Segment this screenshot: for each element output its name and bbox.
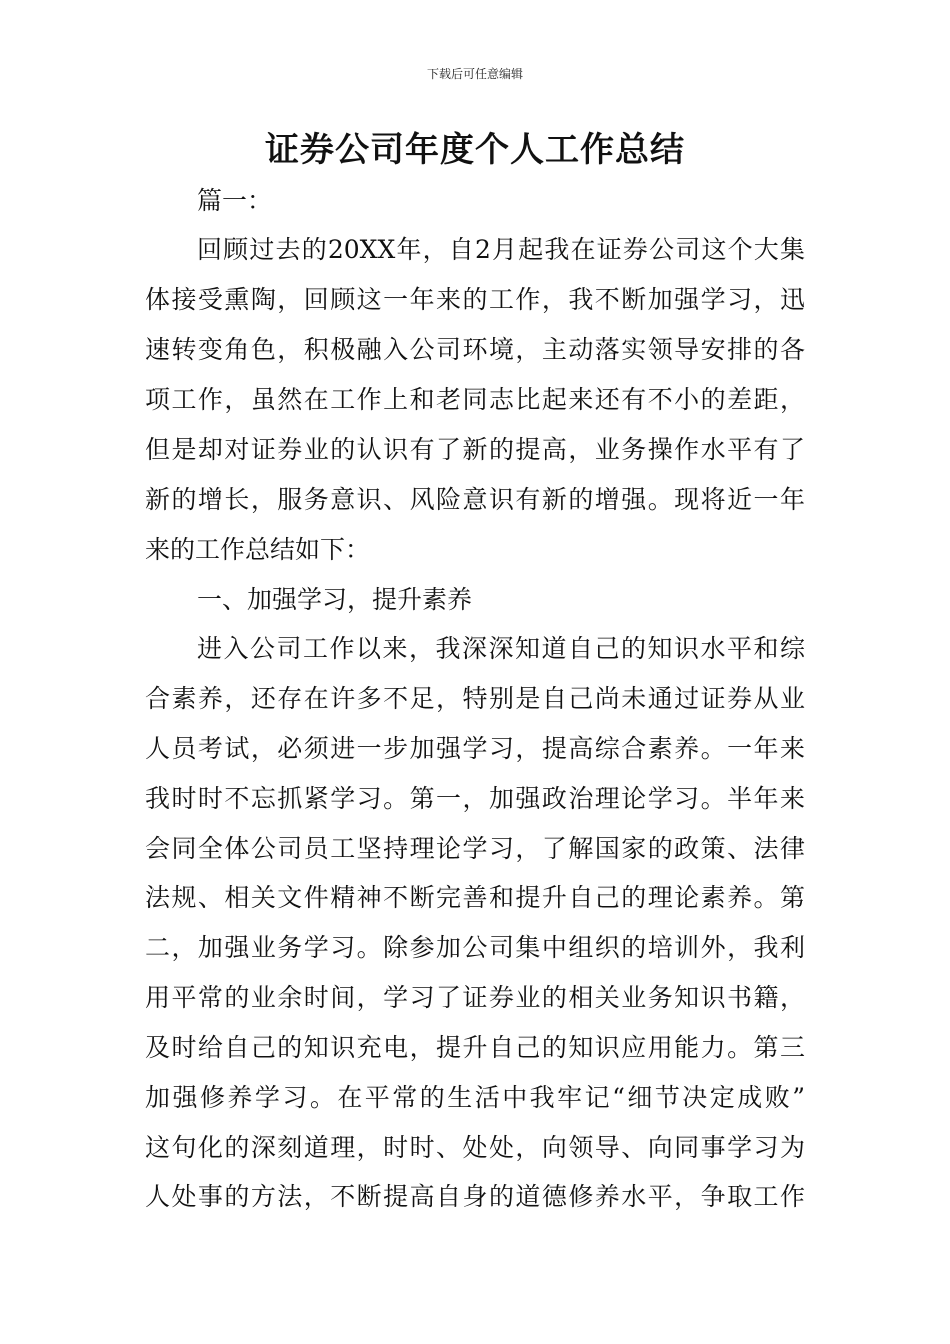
paragraph-line: 会同全体公司员工坚持理论学习，了解国家的政策、法律 [145,834,805,863]
paragraph-line: 合素养，还存在许多不足，特别是自己尚未通过证券从业 [145,684,805,713]
paragraph-line: 这句化的深刻道理，时时、处处，向领导、向同事学习为 [145,1133,805,1162]
paragraph-line: 来的工作总结如下： [145,535,371,564]
paragraph-line: 人员考试，必须进一步加强学习，提高综合素养。一年来 [145,734,805,763]
paragraph-line: 新的增长，服务意识、风险意识有新的增强。现将近一年 [145,485,805,514]
paragraph-line: 回顾过去的20XX年，自2月起我在证券公司这个大集 [197,235,805,264]
paragraph-line: 加强修养学习。在平常的生活中我牢记“细节决定成败” [145,1083,805,1112]
paragraph-line: 项工作，虽然在工作上和老同志比起来还有不小的差距， [145,385,805,414]
paragraph-line: 及时给自己的知识充电，提升自己的知识应用能力。第三 [145,1033,805,1062]
document-title: 证券公司年度个人工作总结 [265,130,685,170]
paragraph-line: 人处事的方法，不断提高自身的道德修养水平，争取工作 [145,1182,805,1211]
paragraph-line: 体接受熏陶，回顾这一年来的工作，我不断加强学习，迅 [145,285,805,314]
section-heading: 一、加强学习，提升素养 [197,585,473,614]
section-label: 篇一： [197,186,273,215]
paragraph-line: 但是却对证券业的认识有了新的提高，业务操作水平有了 [145,435,805,464]
paragraph-line: 法规、相关文件精神不断完善和提升自己的理论素养。第 [145,883,805,912]
paragraph-line: 进入公司工作以来，我深深知道自己的知识水平和综 [197,634,805,663]
header-note: 下载后可任意编辑 [426,67,523,81]
paragraph-line: 速转变角色，积极融入公司环境，主动落实领导安排的各 [145,335,805,364]
paragraph-line: 我时时不忘抓紧学习。第一，加强政治理论学习。半年来 [145,784,805,813]
paragraph-line: 用平常的业余时间，学习了证券业的相关业务知识书籍， [145,983,805,1012]
paragraph-line: 二，加强业务学习。除参加公司集中组织的培训外，我利 [145,933,805,962]
